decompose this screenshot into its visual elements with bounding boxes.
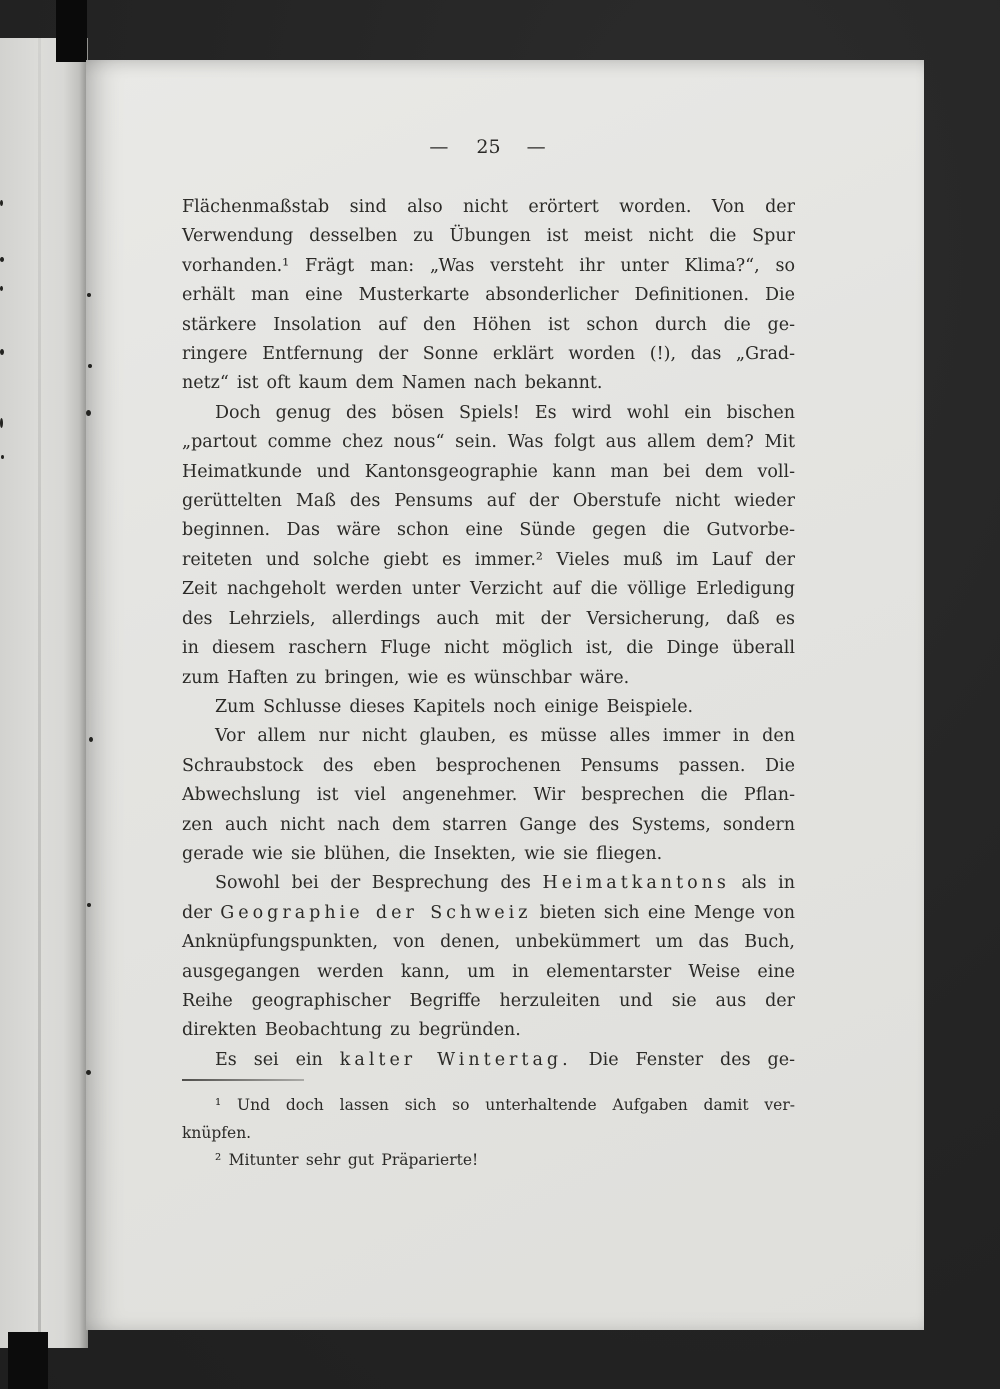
edge-print-fragment xyxy=(0,286,3,291)
text-line xyxy=(182,722,795,751)
text-line xyxy=(182,487,795,516)
binding-speck xyxy=(87,903,91,907)
header-dash-right: — xyxy=(526,136,548,158)
text-run: zen auch nicht nach dem starren Gange des Systems, sondern xyxy=(182,814,795,835)
text-line xyxy=(182,605,795,634)
footnotes xyxy=(182,1092,795,1175)
text-line xyxy=(182,752,795,781)
text-line xyxy=(182,1092,795,1120)
binding-speck xyxy=(86,410,91,416)
text-line xyxy=(182,369,795,398)
text-line xyxy=(182,664,795,693)
text-run: Sowohl bei der Besprechung des xyxy=(215,873,543,894)
text-run: ¹ Und doch lassen sich so unterhaltende Aufgaben damit ver- xyxy=(215,1096,795,1114)
text-run: gerade wie sie blühen, die Insekten, wie sie fliegen. xyxy=(182,843,663,864)
text-run: knüpfen. xyxy=(182,1123,252,1142)
text-run: stärkere Insolation auf den Höhen ist schon durch die ge- xyxy=(182,314,795,335)
text-line xyxy=(182,252,795,281)
text-line xyxy=(182,899,795,928)
text-run: Heimatkunde und Kantonsgeographie kann man bei dem voll- xyxy=(182,461,795,482)
text-line xyxy=(182,516,795,545)
text-line xyxy=(182,869,795,898)
edge-print-fragment xyxy=(0,257,4,262)
text-run: „partout comme chez nous“ sein. Was folgt aus allem dem? Mit xyxy=(182,432,795,453)
text-run: direkten Beobachtung zu begründen. xyxy=(182,1020,521,1041)
binding-speck xyxy=(89,737,93,742)
text-line xyxy=(182,987,795,1016)
text-line xyxy=(182,1016,795,1045)
text-run: erhält man eine Musterkarte absonderlicher Definitionen. Die xyxy=(182,285,795,306)
text-run: Doch genug des bösen Spiels! Es wird wohl ein bischen xyxy=(215,402,795,423)
text-run: ausgegangen werden kann, um in elementarster Weise eine xyxy=(182,961,795,982)
text-run: vorhanden.¹ Frägt man: „Was versteht ihr unter Klima?“, so xyxy=(182,255,795,276)
text-run: zum Haften zu bringen, wie es wünschbar wäre. xyxy=(182,667,630,688)
text-run: Schraubstock des eben besprochenen Pensums passen. Die xyxy=(182,755,795,776)
text-run: Reihe geographischer Begriffe herzuleiten und sie aus der xyxy=(182,990,795,1011)
text-run: beginnen. Das wäre schon eine Sünde gegen die Gutvorbe- xyxy=(182,520,795,541)
gutter-fold-line xyxy=(38,38,41,1348)
edge-print-fragment xyxy=(0,418,3,428)
text-line xyxy=(182,428,795,457)
text-run: der xyxy=(182,902,221,923)
bottom-left-shadow xyxy=(8,1332,48,1389)
text-line xyxy=(182,340,795,369)
text-run: reiteten und solche giebt es immer.² Vieles muß im Lauf der xyxy=(182,549,795,570)
adjacent-page-edge xyxy=(0,38,88,1348)
text-run: Anknüpfungspunkten, von denen, unbekümmert um das Buch, xyxy=(182,932,795,953)
body-text xyxy=(182,193,795,1075)
text-run: Flächenmaßstab sind also nicht erörtert worden. Von der xyxy=(182,197,795,217)
text-line xyxy=(182,811,795,840)
text-line xyxy=(182,693,795,722)
text-line xyxy=(182,928,795,957)
text-run: ² Mitunter sehr gut Präparierte! xyxy=(215,1151,479,1169)
binding-speck xyxy=(86,1070,91,1075)
text-line xyxy=(182,458,795,487)
text-line xyxy=(182,1147,795,1175)
binding-speck xyxy=(88,364,92,368)
text-line xyxy=(182,222,795,251)
text-run: in diesem raschern Fluge nicht möglich ist, die Dinge überall xyxy=(182,638,795,659)
text-line xyxy=(182,281,795,310)
text-line xyxy=(182,546,795,575)
text-line xyxy=(182,781,795,810)
text-run: als in xyxy=(729,873,795,894)
book-page xyxy=(86,60,924,1330)
text-line xyxy=(182,575,795,604)
text-line xyxy=(182,840,795,869)
text-run: Zeit nachgeholt werden unter Verzicht auf die völlige Erledigung xyxy=(182,579,795,600)
text-run: bieten sich eine Menge von xyxy=(531,902,795,923)
page-header xyxy=(182,136,795,158)
letterspaced-emphasis: kalter Wintertag. xyxy=(339,1049,572,1070)
text-run: ringere Entfernung der Sonne erklärt worden (!), das „Grad- xyxy=(182,344,795,365)
text-run: Verwendung desselben zu Übungen ist meist nicht die Spur xyxy=(182,226,795,247)
edge-print-fragment xyxy=(1,455,4,459)
text-line xyxy=(182,399,795,428)
text-run: Zum Schlusse dieses Kapitels noch einige Beispiele. xyxy=(215,696,694,717)
header-dash-left: — xyxy=(429,136,451,158)
text-line xyxy=(182,958,795,987)
text-line xyxy=(182,193,795,222)
footnote-separator xyxy=(182,1079,304,1081)
binding-gap-shadow xyxy=(56,0,87,62)
text-run: des Lehrziels, allerdings auch mit der Versicherung, daß es xyxy=(182,608,795,629)
letterspaced-emphasis: Geographie der Schweiz xyxy=(220,902,532,923)
binding-speck xyxy=(87,293,91,297)
edge-print-fragment xyxy=(0,349,4,355)
page-number: 25 xyxy=(476,136,501,158)
edge-print-fragment xyxy=(0,200,3,206)
text-line xyxy=(182,1120,795,1148)
text-run: Es sei ein xyxy=(215,1049,340,1070)
text-line xyxy=(182,1046,795,1075)
text-run: Abwechslung ist viel angenehmer. Wir besprechen die Pflan- xyxy=(182,785,795,806)
text-run: Vor allem nur nicht glauben, es müsse alles immer in den xyxy=(215,726,795,747)
text-run: gerüttelten Maß des Pensums auf der Oberstufe nicht wieder xyxy=(182,491,795,512)
text-line xyxy=(182,634,795,663)
text-run: Die Fenster des ge- xyxy=(571,1049,796,1070)
text-run: netz“ ist oft kaum dem Namen nach bekannt. xyxy=(182,373,603,394)
letterspaced-emphasis: Heimatkantons xyxy=(542,873,730,894)
text-line xyxy=(182,311,795,340)
